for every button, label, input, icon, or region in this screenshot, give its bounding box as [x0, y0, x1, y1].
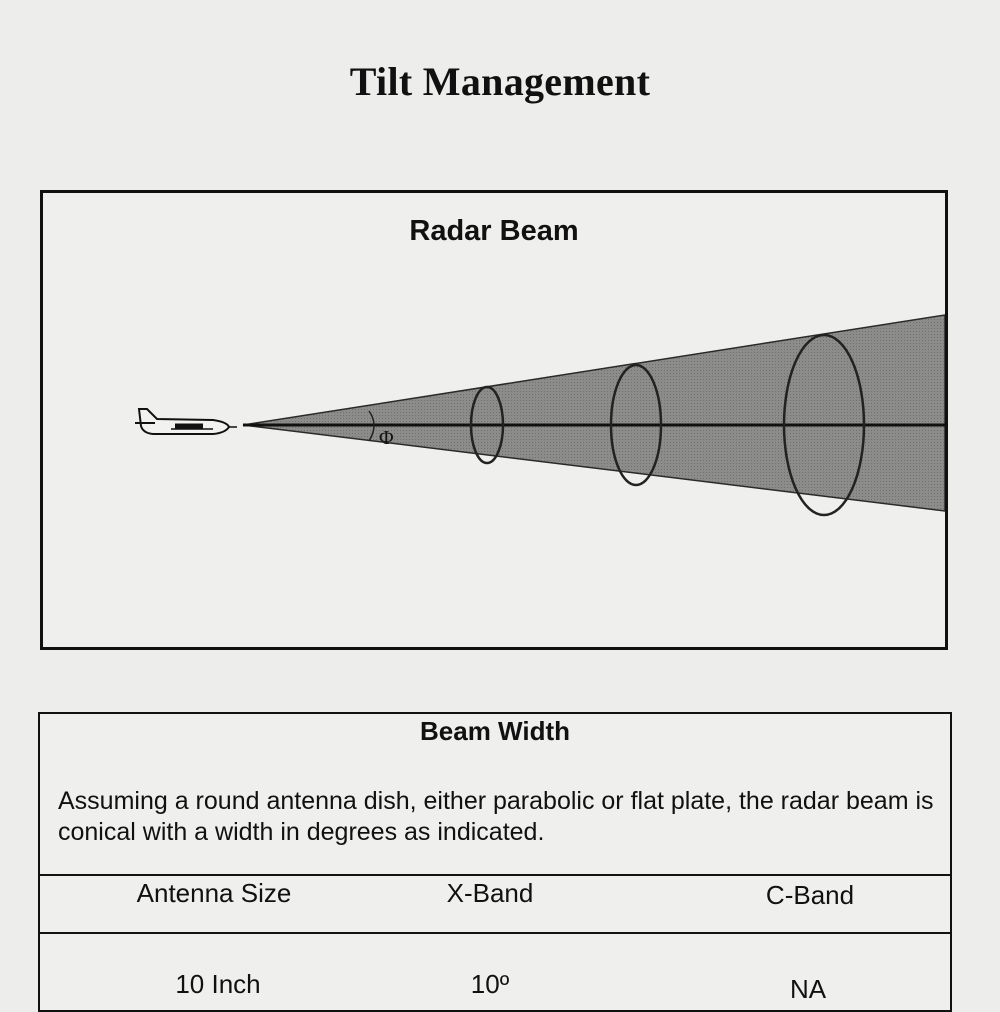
beam-width-table: [38, 712, 952, 1012]
table-divider: [40, 932, 950, 934]
table-divider: [40, 874, 950, 876]
table-cell-antenna-size: 10 Inch: [175, 969, 261, 999]
beam-angle-label: Φ: [379, 427, 394, 449]
table-cell-x-band: 10º: [470, 969, 510, 999]
radar-beam-figure: [40, 190, 948, 650]
column-header-c-band: C-Band: [765, 880, 855, 910]
table-cell-c-band: NA: [789, 974, 827, 1004]
radar-beam-title: Radar Beam: [409, 215, 579, 247]
radar-beam-diagram: [43, 193, 945, 647]
beam-width-title: Beam Width: [420, 716, 570, 746]
column-header-antenna-size: Antenna Size: [136, 878, 292, 908]
beam-width-description: Assuming a round antenna dish, either parabolic or flat plate, the radar beam is conical with a width in degrees as indicated.: [58, 787, 934, 846]
column-header-x-band: X-Band: [446, 878, 534, 908]
page-title: Tilt Management: [349, 59, 651, 104]
beam-cone: [243, 315, 945, 511]
airplane-icon: [135, 409, 237, 434]
